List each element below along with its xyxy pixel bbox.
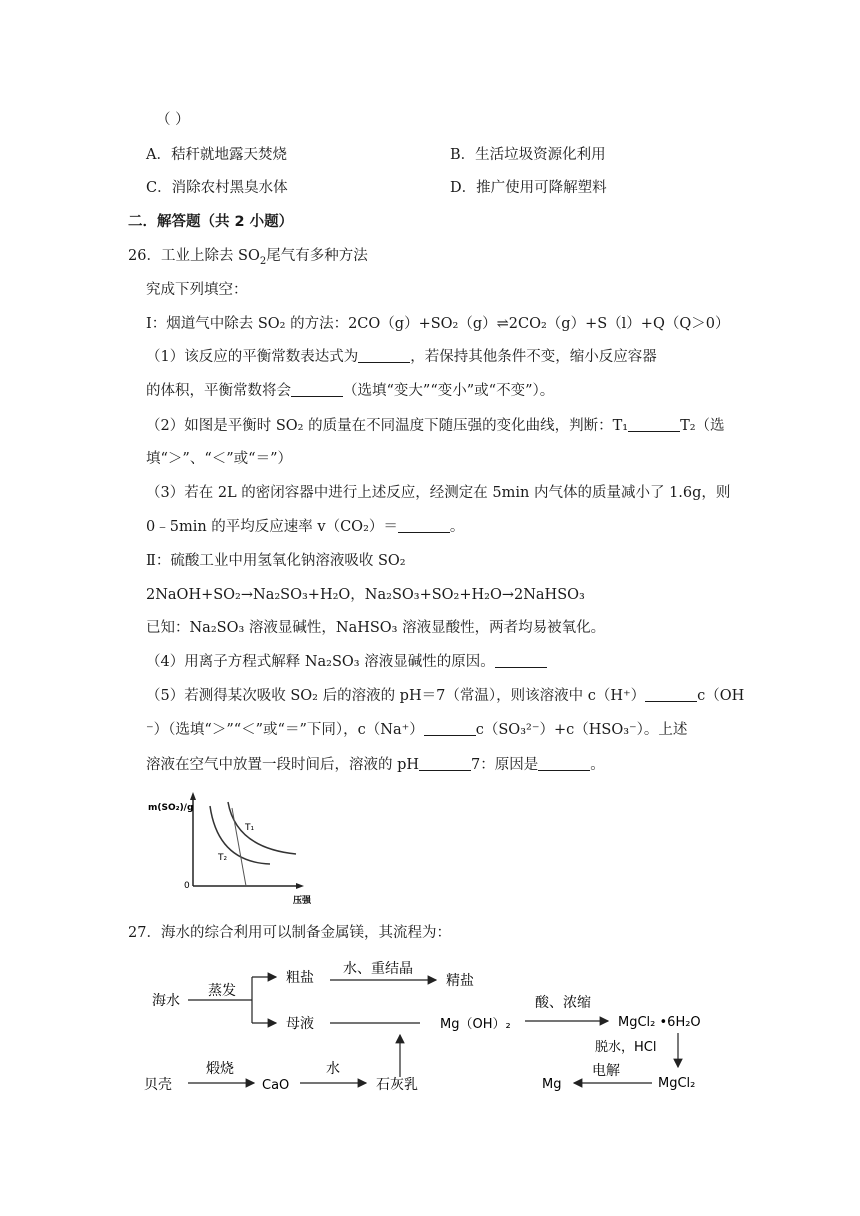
label-electrolysis: 电解: [592, 1063, 620, 1079]
node-mgcl2-hydrate: MgCl₂ •6H₂O: [618, 1015, 701, 1030]
q27-intro: 27．海水的综合利用可以制备金属镁，其流程为：: [128, 925, 451, 941]
graph-origin: 0: [184, 881, 190, 891]
option-b: B．生活垃圾资源化利用: [450, 147, 606, 163]
option-d: D．推广使用可降解塑料: [450, 180, 607, 196]
node-lime-milk: 石灰乳: [376, 1077, 418, 1093]
answer-blank: [358, 348, 410, 363]
option-a: A．秸秆就地露天焚烧: [146, 147, 287, 163]
curve-t1: [228, 802, 296, 854]
node-mgcl2: MgCl₂: [658, 1076, 696, 1091]
q26-sub2-line2: 填“＞”、“＜”或“＝”）: [146, 451, 292, 467]
graph-ylabel: m(SO₂)/g: [148, 803, 194, 813]
x-axis-arrow: [296, 883, 304, 889]
so2-pressure-graph: [148, 788, 312, 908]
q26-sub1-line1: （1）该反应的平衡常数表达式为 ，若保持其他条件不变，缩小反应容器: [146, 349, 657, 365]
node-seawater: 海水: [152, 993, 180, 1009]
option-c: C．消除农村黑臭水体: [146, 180, 288, 196]
answer-blank: [628, 417, 680, 432]
node-mother-liquor: 母液: [286, 1016, 314, 1032]
label-water-recryst: 水、重结晶: [343, 961, 413, 977]
q26-equations: 2NaOH+SO₂→Na₂SO₃+H₂O，Na₂SO₃+SO₂+H₂O→2NaHSO₃: [146, 587, 585, 603]
answer-blank: [538, 756, 590, 771]
label-acid-conc: 酸、浓缩: [535, 995, 591, 1011]
q26-sub5-line3: 溶液在空气中放置一段时间后，溶液的 pH 7：原因是 。: [146, 757, 605, 773]
isobar-line: [232, 808, 246, 886]
label-water: 水: [326, 1061, 340, 1077]
node-mgoh2: Mg（OH）₂: [440, 1017, 511, 1032]
node-crude-salt: 粗盐: [286, 970, 314, 986]
node-refined-salt: 精盐: [446, 973, 474, 989]
answer-parentheses: （ ）: [156, 112, 190, 128]
answer-blank: [419, 756, 471, 771]
node-shell: 贝壳: [144, 1077, 172, 1093]
magnesium-flowchart: [140, 955, 740, 1105]
q26-sub3-line1: （3）若在 2L 的密闭容器中进行上述反应，经测定在 5min 内气体的质量减小了 1.6g，则: [146, 485, 731, 501]
node-mg: Mg: [542, 1077, 562, 1092]
y-axis-arrow: [190, 792, 196, 800]
graph-xlabel: 压强: [293, 896, 312, 906]
answer-blank: [645, 687, 697, 702]
label-dehydrate: 脱水，HCl: [595, 1040, 657, 1055]
q26-fill-prompt: 究成下列填空：: [146, 282, 248, 298]
answer-blank: [424, 721, 476, 736]
q26-sub3-line2: 0﹣5min 的平均反应速率 v（CO₂）＝ 。: [146, 519, 465, 535]
curve-t2-label: T₂: [218, 853, 228, 863]
q26-sub2-line1: （2）如图是平衡时 SO₂ 的质量在不同温度下随压强的变化曲线，判断：T₁ T₂（选: [146, 418, 725, 434]
q26-sub5-line2: ⁻）（选填“＞”“＜”或“＝”下同），c（Na⁺） c（SO₃²⁻）+c（HSO₃⁻）。上述: [146, 722, 688, 738]
q26-sub4: （4）用离子方程式解释 Na₂SO₃ 溶液显碱性的原因。: [146, 652, 547, 672]
q26-sub5-line1: （5）若测得某次吸收 SO₂ 后的溶液的 pH＝7（常温），则该溶液中 c（H⁺） c（OH: [146, 688, 745, 704]
node-cao: CaO: [262, 1078, 290, 1093]
q26-part2-title: Ⅱ：硫酸工业中用氢氧化钠溶液吸收 SO₂: [146, 553, 406, 569]
q26-part1-title: I：烟道气中除去 SO₂ 的方法：2CO（g）+SO₂（g）⇌2CO₂（g）+S（l）+Q（Q＞0）: [146, 316, 730, 332]
answer-blank: [495, 653, 547, 668]
q26-intro: 26．工业上除去 $SO_2$尾气有多种方法: [128, 248, 368, 267]
q26-sub1-line2: 的体积，平衡常数将会 （选填“变大”“变小”或“不变”）。: [146, 383, 555, 399]
section-title: 二．解答题（共 2 小题）: [128, 214, 294, 230]
label-evaporate: 蒸发: [208, 983, 236, 999]
answer-blank: [291, 382, 343, 397]
answer-blank: [398, 518, 450, 533]
curve-t1-label: T₁: [245, 823, 255, 833]
label-calcine: 煅烧: [206, 1061, 234, 1077]
q26-known: 已知：Na₂SO₃ 溶液显碱性，NaHSO₃ 溶液显酸性，两者均易被氧化。: [146, 620, 606, 636]
